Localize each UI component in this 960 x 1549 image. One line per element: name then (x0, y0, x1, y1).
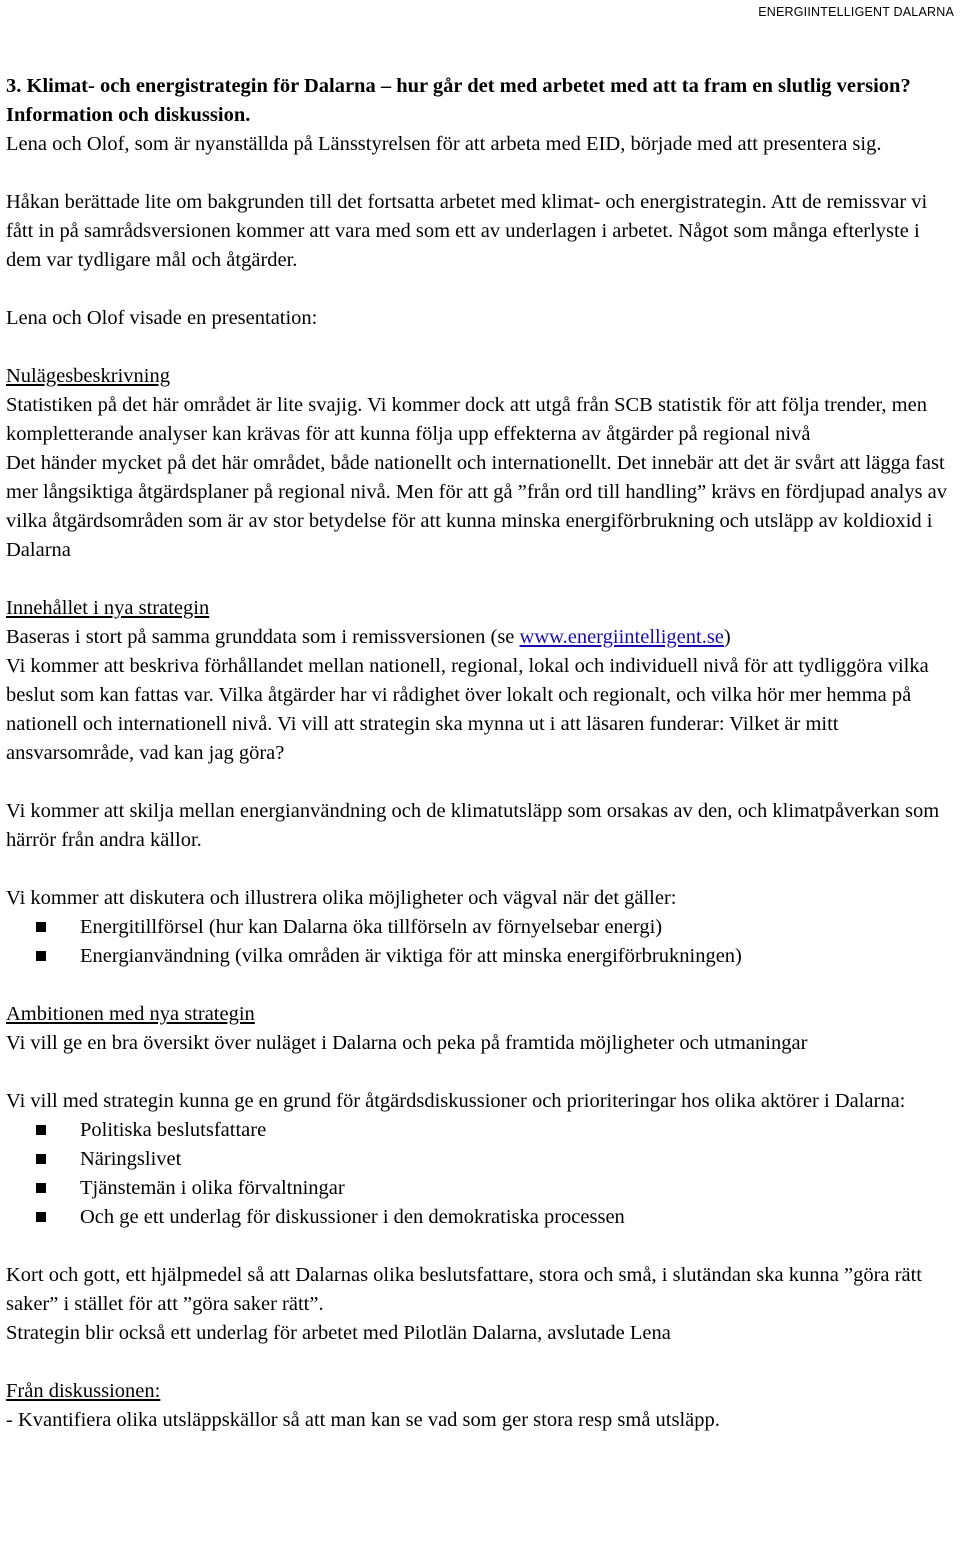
presentation-intro: Lena och Olof visade en presentation: (6, 307, 318, 329)
ambition-paragraph-4: Strategin blir också ett underlag för arbetet med Pilotlän Dalarna, avslutade Lena (6, 1322, 671, 1344)
intro-paragraph: Lena och Olof, som är nyanställda på Länsstyrelsen för att arbeta med EID, började med att presentera sig. (6, 133, 882, 155)
list-item-text: Och ge ett underlag för diskussioner i den demokratiska processen (80, 1206, 625, 1228)
ambition-heading: Ambitionen med nya strategin (6, 1003, 255, 1025)
square-bullet-icon (36, 951, 46, 961)
square-bullet-icon (36, 1183, 46, 1193)
square-bullet-icon (36, 1212, 46, 1222)
ambition-paragraph-3: Kort och gott, ett hjälpmedel så att Dalarnas olika beslutsfattare, stora och små, i slutändan ska kunna ”göra rätt saker” i stället för att ”göra saker rätt”. (6, 1264, 922, 1315)
list-item (6, 1203, 954, 1232)
ambition-bullet-list (6, 1116, 954, 1232)
innehall-paragraph-4: Vi kommer att diskutera och illustrera olika möjligheter och vägval när det gäller: (6, 887, 677, 909)
innehall-text-after-link: ) (723, 626, 731, 648)
document-body (6, 72, 954, 1435)
list-item (6, 942, 954, 971)
square-bullet-icon (36, 922, 46, 932)
ambition-paragraph-1: Vi vill ge en bra översikt över nuläget i Dalarna och peka på framtida möjligheter och utmaningar (6, 1032, 808, 1054)
nulage-paragraph-2: Det händer mycket på det här området, både nationellt och internationellt. Det innebär att det är svårt att lägga fast mer långsiktiga åtgärdsplaner på regional nivå. Men för att gå ”från ord till handling” krävs en fördjupad analys av vilka åtgärdsområden som är av stor betydelse för att kunna minska energiförbrukning och utsläpp av koldioxid i Dalarna (6, 452, 947, 561)
diskussion-heading: Från diskussionen: (6, 1380, 161, 1402)
innehall-heading: Innehållet i nya strategin (6, 597, 210, 619)
square-bullet-icon (36, 1125, 46, 1135)
innehall-text-before-link: Baseras i stort på samma grunddata som i remissversionen (se (6, 626, 520, 648)
list-item-text: Energitillförsel (hur kan Dalarna öka tillförseln av förnyelsebar energi) (80, 916, 663, 938)
list-item (6, 1116, 954, 1145)
energiintelligent-link[interactable]: www.energiintelligent.se (519, 626, 724, 648)
hakan-paragraph: Håkan berättade lite om bakgrunden till det fortsatta arbetet med klimat- och energistrategin. Att de remissvar vi fått in på samrådsversionen kommer att vara med som ett av underlagen i arbetet. Något som många efterlyste i dem var tydligare mål och åtgärder. (6, 191, 928, 271)
list-item (6, 1174, 954, 1203)
list-item-text: Energianvändning (vilka områden är viktiga för att minska energiförbrukningen) (80, 945, 742, 967)
running-header: ENERGIINTELLIGENT DALARNA (758, 5, 954, 19)
nulage-heading: Nulägesbeskrivning (6, 365, 170, 387)
diskussion-item: - Kvantifiera olika utsläppskällor så att man kan se vad som ger stora resp små utsläpp. (6, 1409, 720, 1431)
square-bullet-icon (36, 1154, 46, 1164)
list-item (6, 1145, 954, 1174)
list-item (6, 913, 954, 942)
list-item-text: Näringslivet (80, 1148, 182, 1170)
innehall-bullet-list (6, 913, 954, 971)
list-item-text: Politiska beslutsfattare (80, 1119, 267, 1141)
list-item-text: Tjänstemän i olika förvaltningar (80, 1177, 345, 1199)
nulage-paragraph-1: Statistiken på det här området är lite svajig. Vi kommer dock att utgå från SCB statistik för att följa trender, men kompletterande analyser kan krävas för att kunna följa upp effekterna av åtgärder på regional nivå (6, 394, 927, 445)
innehall-paragraph-3: Vi kommer att skilja mellan energianvändning och de klimatutsläpp som orsakas av den, och klimatpåverkan som härrör från andra källor. (6, 800, 940, 851)
ambition-paragraph-2: Vi vill med strategin kunna ge en grund för åtgärdsdiskussioner och prioriteringar hos olika aktörer i Dalarna: (6, 1090, 906, 1112)
innehall-paragraph-2: Vi kommer att beskriva förhållandet mellan nationell, regional, lokal och individuell nivå för att tydliggöra vilka beslut som kan fattas var. Vilka åtgärder har vi rådighet över lokalt och regionalt, och vilka hör mer hemma på nationell och internationell nivå. Vi vill att strategin ska mynna ut i att läsaren funderar: Vilket är mitt ansvarsområde, vad kan jag göra? (6, 655, 929, 764)
section-heading: 3. Klimat- och energistrategin för Dalarna – hur går det med arbetet med att ta fram en slutlig version? Information och diskussion. (6, 75, 911, 126)
innehall-paragraph-1 (6, 623, 954, 652)
